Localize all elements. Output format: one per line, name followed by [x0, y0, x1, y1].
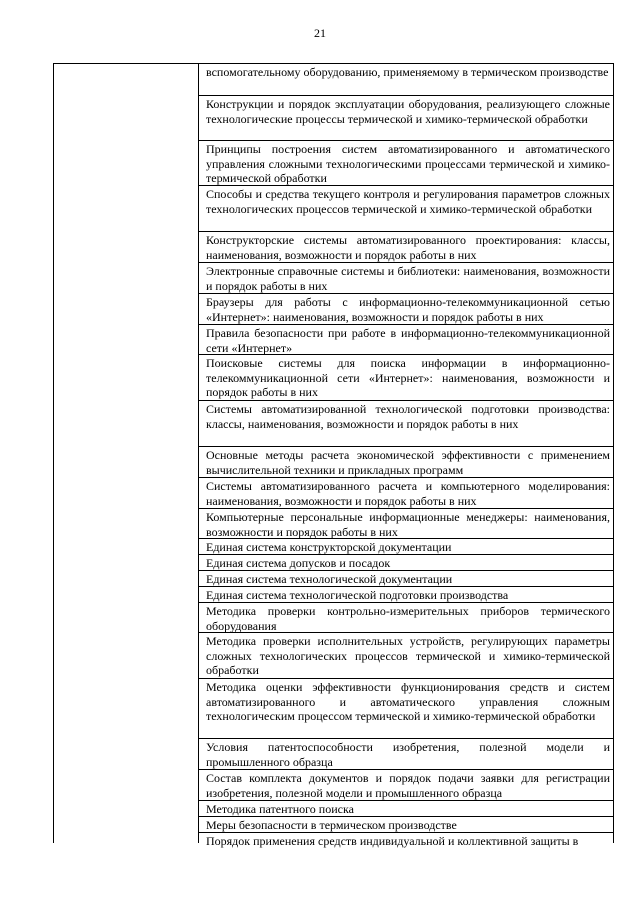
table-row: Методика проверки исполнительных устройств, регулирующих параметры сложных технологических процессов термической и химико-термической обработки [199, 633, 614, 679]
table-row: Методика проверки контрольно-измерительных приборов термического оборудования [199, 603, 614, 633]
table-row: Электронные справочные системы и библиотеки: наименования, возможности и порядок работы в них [199, 263, 614, 294]
table-row: Единая система конструкторской документации [199, 539, 614, 555]
table-row: Состав комплекта документов и порядок подачи заявки для регистрации изобретения, полезной модели и промышленного образца [199, 770, 614, 801]
table-row: Компьютерные персональные информационные менеджеры: наименования, возможности и порядок работы в них [199, 509, 614, 539]
table-row: Системы автоматизированного расчета и компьютерного моделирования: наименования, возможности и порядок работы в них [199, 478, 614, 509]
table-row: Способы и средства текущего контроля и регулирования параметров сложных технологических процессов термической и химико-термической обработки [199, 186, 614, 232]
table-row: Поисковые системы для поиска информации в информационно-телекоммуникационной сети «Интернет»: наименования, возможности и порядок работы в них [199, 355, 614, 401]
table-right-column [199, 64, 614, 849]
table-row: Конструкторские системы автоматизированного проектирования: классы, наименования, возможности и порядок работы в них [199, 232, 614, 263]
table-row: Основные методы расчета экономической эффективности с применением вычислительной техники и прикладных программ [199, 447, 614, 478]
table-row: Единая система технологической подготовки производства [199, 587, 614, 603]
page-number: 21 [314, 26, 326, 40]
table-row: Системы автоматизированной технологической подготовки производства: классы, наименования, возможности и порядок работы в них [199, 401, 614, 447]
table-row: Методика патентного поиска [199, 801, 614, 817]
table-row: Единая система технологической документации [199, 571, 614, 587]
table-row: Конструкции и порядок эксплуатации оборудования, реализующего сложные технологические процессы термической и химико-термической обработки [199, 96, 614, 141]
table-row: Методика оценки эффективности функционирования средств и систем автоматизированного и автоматического управления сложным технологическим процессом термической и химико-термической обработки [199, 679, 614, 739]
table-row: Браузеры для работы с информационно-телекоммуникационной сетью «Интернет»: наименования, возможности и порядок работы в них [199, 294, 614, 325]
table-left-column [54, 64, 199, 843]
table-row: Единая система допусков и посадок [199, 555, 614, 571]
table-row: Принципы построения систем автоматизированного и автоматического управления сложными технологическими процессами термической и химико-термической обработки [199, 141, 614, 186]
table-row: Меры безопасности в термическом производстве [199, 817, 614, 833]
table-row: вспомогательному оборудованию, применяемому в термическом производстве [199, 64, 614, 96]
table-row: Правила безопасности при работе в информационно-телекоммуникационной сети «Интернет» [199, 325, 614, 355]
knowledge-table [53, 63, 614, 848]
table-row: Условия патентоспособности изобретения, полезной модели и промышленного образца [199, 739, 614, 770]
table-row: Порядок применения средств индивидуальной и коллективной защиты в [206, 834, 579, 848]
